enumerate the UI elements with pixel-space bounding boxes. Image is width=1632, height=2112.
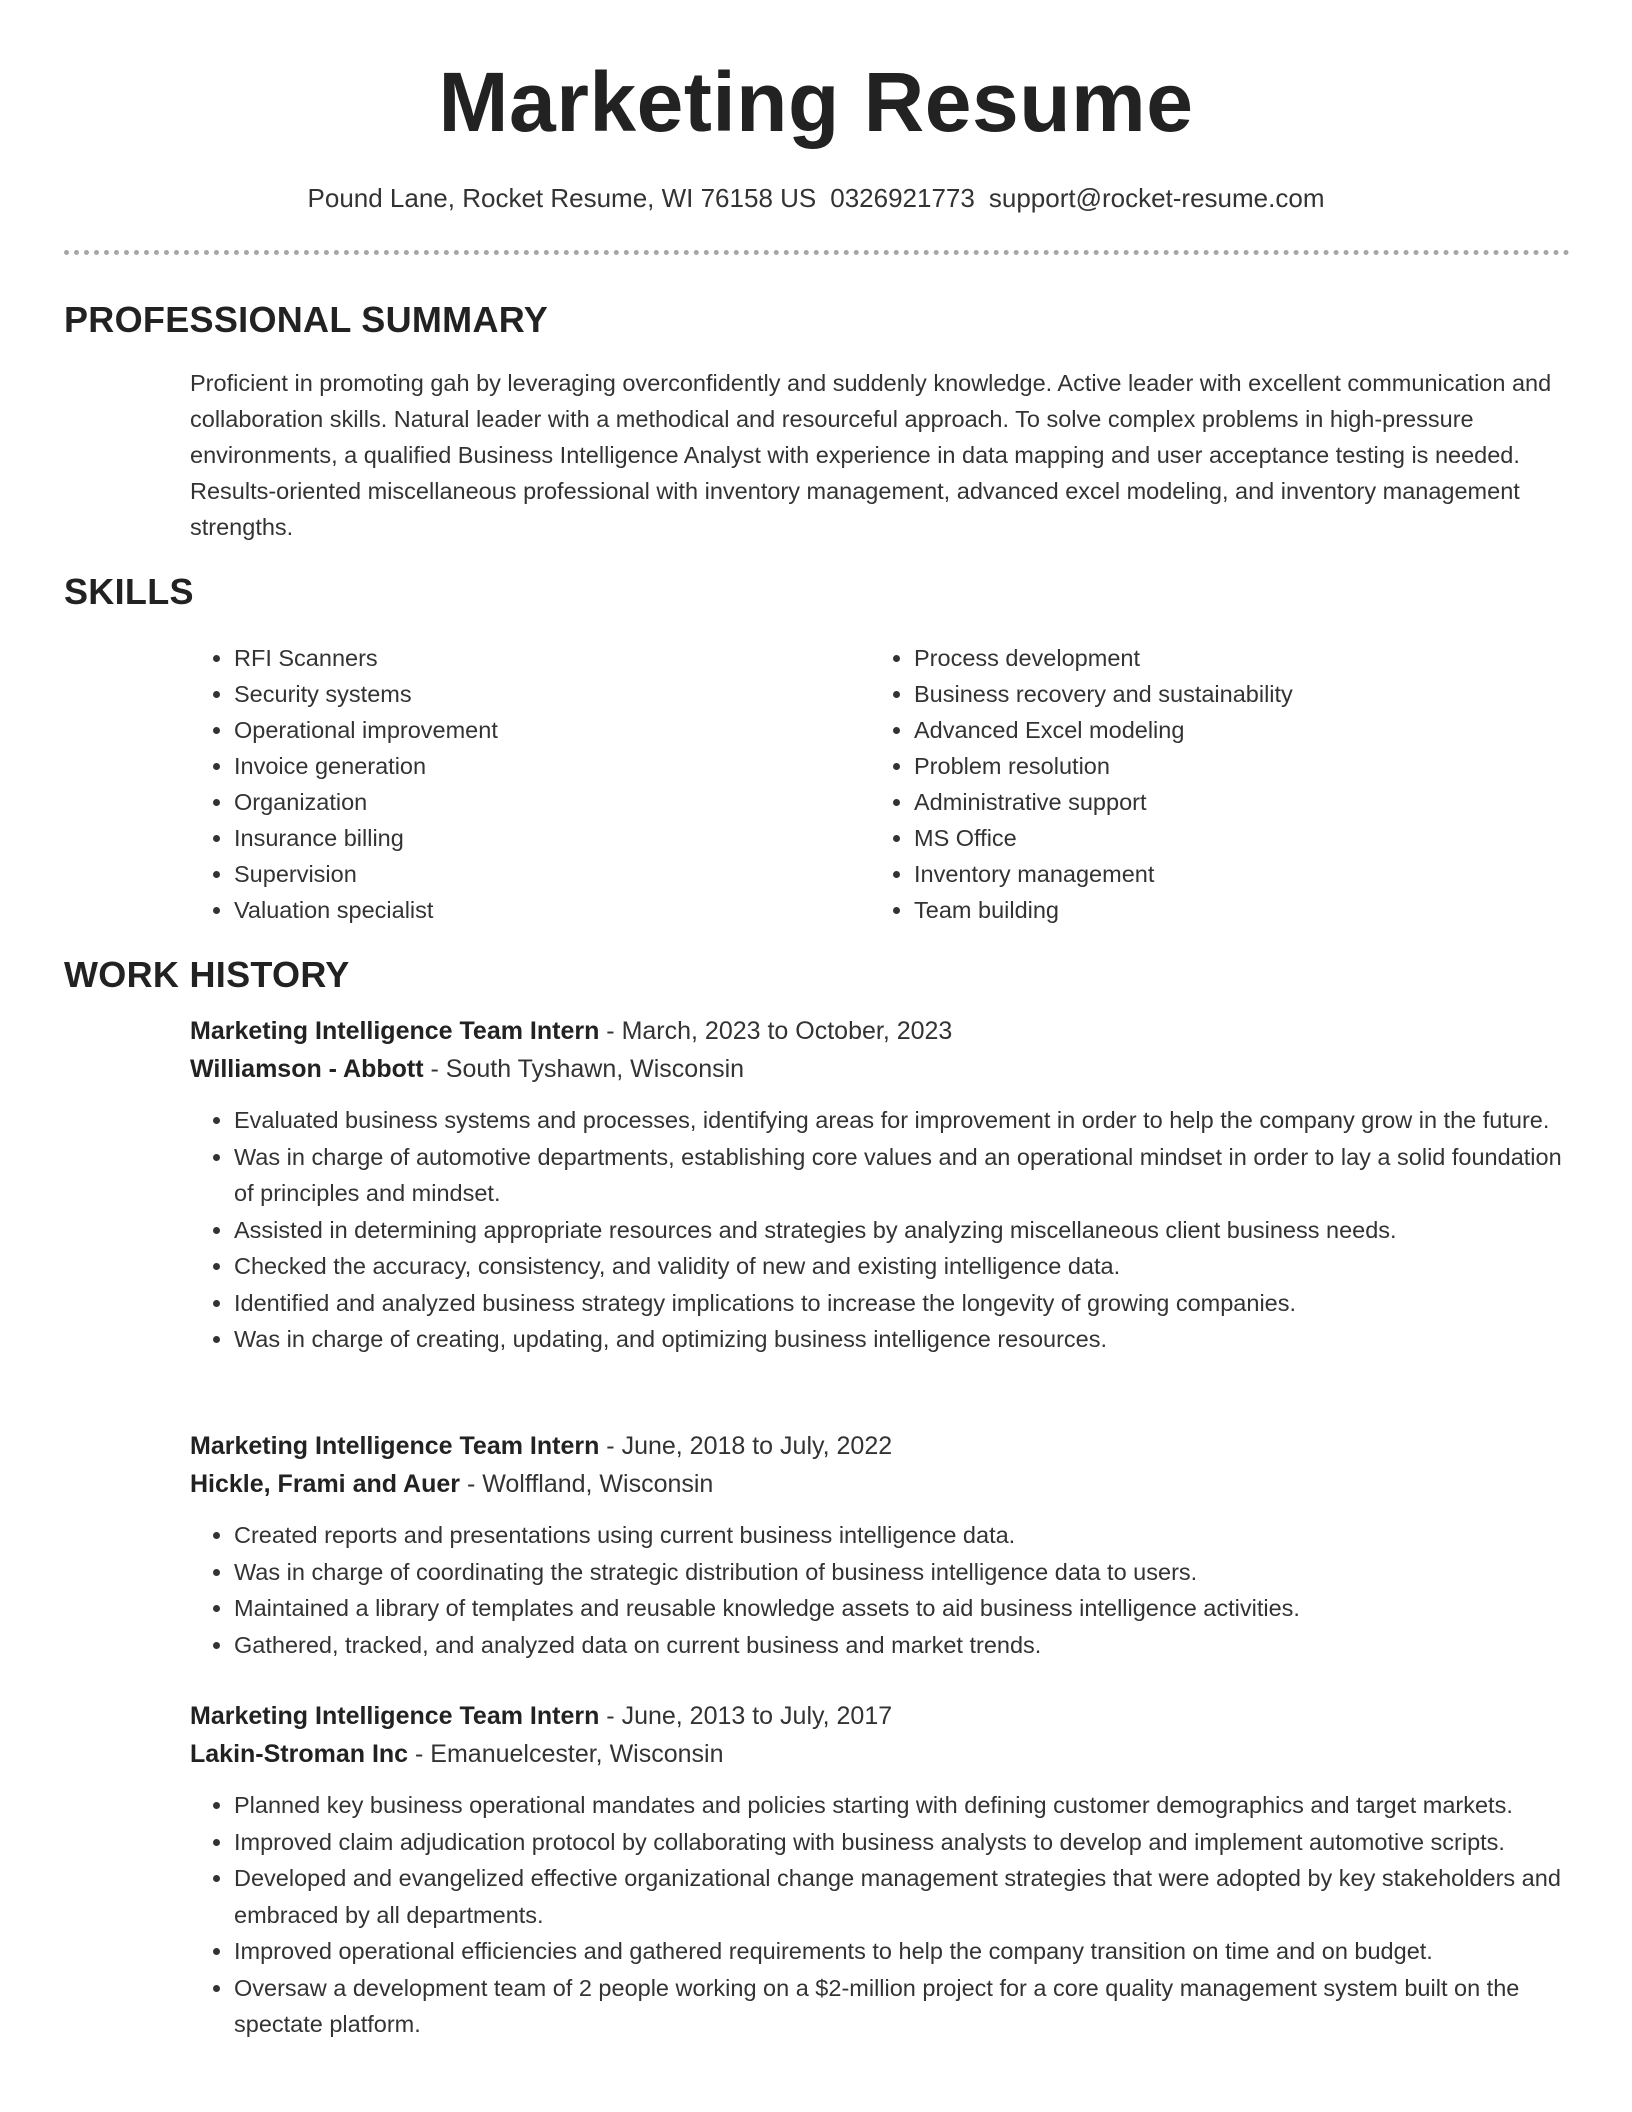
skill-item: • Problem resolution <box>914 748 1570 784</box>
job-company: Hickle, Frami and Auer <box>190 1470 460 1498</box>
skill-item: • Team building <box>914 892 1570 928</box>
job-bullet: • Created reports and presentations using current business intelligence data. <box>234 1517 1570 1554</box>
job-company-line <box>190 1465 1570 1503</box>
contact-address: Pound Lane, Rocket Resume, WI 76158 US <box>307 183 817 213</box>
job-bullets <box>190 1787 1570 2043</box>
skill-item: • Business recovery and sustainability <box>914 676 1570 712</box>
job-bullet: • Gathered, tracked, and analyzed data on current business and market trends. <box>234 1627 1570 1664</box>
skill-item: • Supervision <box>234 856 830 892</box>
job-company-line <box>190 1050 1570 1088</box>
job-title-line <box>190 1012 1570 1050</box>
job-bullet: • Oversaw a development team of 2 people working on a $2-million project for a core quality management system built on the spectate platform. <box>234 1970 1570 2043</box>
contact-line <box>0 178 1632 218</box>
job-location: - South Tyshawn, Wisconsin <box>423 1055 745 1083</box>
job-dates: - March, 2023 to October, 2023 <box>599 1017 953 1045</box>
header-divider <box>64 250 1570 255</box>
skills-left-list <box>190 640 830 928</box>
job-entry-2 <box>190 1427 1570 1663</box>
skills-right-list <box>870 640 1570 928</box>
job-location: - Emanuelcester, Wisconsin <box>408 1740 724 1768</box>
job-dates: - June, 2018 to July, 2022 <box>599 1432 893 1460</box>
skills-right-column <box>870 640 1570 928</box>
resume-name: Marketing Resume <box>438 55 1194 149</box>
job-bullet: • Developed and evangelized effective organizational change management strategies that were adopted by key stakeholders and embraced by all departments. <box>234 1860 1570 1933</box>
skills-heading: SKILLS <box>64 571 194 612</box>
skill-item: • Security systems <box>234 676 830 712</box>
skill-item: • Organization <box>234 784 830 820</box>
skills-left-column <box>190 640 830 928</box>
job-bullet: • Was in charge of automotive departments, establishing core values and an operational mindset in order to lay a solid foundation of principles and mindset. <box>234 1139 1570 1212</box>
job-bullet: • Assisted in determining appropriate resources and strategies by analyzing miscellaneous client business needs. <box>234 1212 1570 1249</box>
work-history-heading: WORK HISTORY <box>64 954 350 995</box>
job-bullet: • Improved claim adjudication protocol by collaborating with business analysts to develop and implement automotive scripts. <box>234 1824 1570 1861</box>
summary-heading: PROFESSIONAL SUMMARY <box>64 299 549 340</box>
skill-item: • Process development <box>914 640 1570 676</box>
skill-item: • Administrative support <box>914 784 1570 820</box>
job-entry-3 <box>190 1697 1570 2043</box>
job-bullets <box>190 1517 1570 1663</box>
job-bullet: • Planned key business operational mandates and policies starting with defining customer demographics and target markets. <box>234 1787 1570 1824</box>
job-bullet: • Maintained a library of templates and reusable knowledge assets to aid business intelligence activities. <box>234 1590 1570 1627</box>
job-bullet: • Checked the accuracy, consistency, and validity of new and existing intelligence data. <box>234 1248 1570 1285</box>
job-title-line <box>190 1697 1570 1735</box>
job-title: Marketing Intelligence Team Intern <box>190 1432 600 1460</box>
job-entry-1 <box>190 1012 1570 1358</box>
job-bullet: • Identified and analyzed business strategy implications to increase the longevity of growing companies. <box>234 1285 1570 1322</box>
job-bullet: • Evaluated business systems and processes, identifying areas for improvement in order to help the company grow in the future. <box>234 1102 1570 1139</box>
job-title: Marketing Intelligence Team Intern <box>190 1017 600 1045</box>
skill-item: • Valuation specialist <box>234 892 830 928</box>
job-location: - Wolffland, Wisconsin <box>460 1470 714 1498</box>
job-company: Williamson - Abbott <box>190 1055 424 1083</box>
job-bullet: • Improved operational efficiencies and gathered requirements to help the company transition on time and on budget. <box>234 1933 1570 1970</box>
contact-email: support@rocket-resume.com <box>988 183 1325 213</box>
job-title-line <box>190 1427 1570 1465</box>
skill-item: • Insurance billing <box>234 820 830 856</box>
skill-item: • RFI Scanners <box>234 640 830 676</box>
skill-item: • Invoice generation <box>234 748 830 784</box>
job-bullet: • Was in charge of creating, updating, and optimizing business intelligence resources. <box>234 1321 1570 1358</box>
job-bullets <box>190 1102 1570 1358</box>
job-dates: - June, 2013 to July, 2017 <box>599 1702 893 1730</box>
contact-phone: 0326921773 <box>830 183 975 213</box>
skill-item: • MS Office <box>914 820 1570 856</box>
job-title: Marketing Intelligence Team Intern <box>190 1702 600 1730</box>
summary-text: Proficient in promoting gah by leveraging overconfidently and suddenly knowledge. Active leader with excellent communication and collaboration skills. Natural leader with a methodical and resourceful approach. To solve complex problems in high-pressure environments, a qualified Business Intelligence Analyst with experience in data mapping and user acceptance testing is needed. Results-oriented miscellaneous professional with inventory management, advanced excel modeling, and inventory management strengths. <box>190 370 1552 540</box>
job-company-line <box>190 1735 1570 1773</box>
skill-item: • Advanced Excel modeling <box>914 712 1570 748</box>
skill-item: • Operational improvement <box>234 712 830 748</box>
job-bullet: • Was in charge of coordinating the strategic distribution of business intelligence data to users. <box>234 1554 1570 1591</box>
skill-item: • Inventory management <box>914 856 1570 892</box>
job-company: Lakin-Stroman Inc <box>190 1740 409 1768</box>
